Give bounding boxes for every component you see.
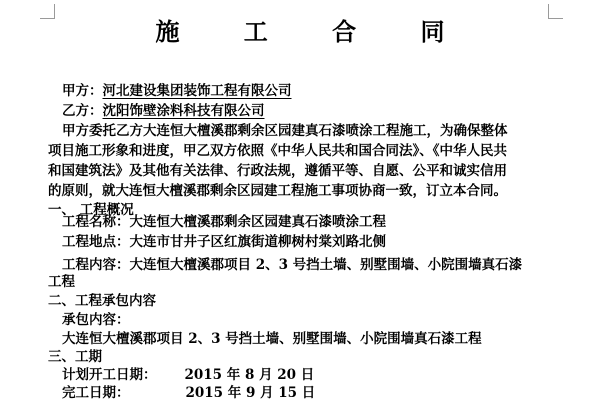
party-a-name: 河北建设集团装饰工程有限公司	[102, 83, 292, 99]
project-name-line	[62, 213, 386, 231]
contract-content-value: 大连恒大檀溪郡项目 2、3 号挡土墙、别墅围墙、小院围墙真石漆工程	[62, 331, 482, 347]
document-title: 施 工 合 同	[155, 17, 473, 46]
party-b-label: 乙方：	[62, 103, 103, 119]
party-b-line	[62, 102, 265, 120]
project-name-value: 大连恒大檀溪郡剩余区园建真石漆喷涂工程	[129, 214, 386, 230]
section-2-heading: 二、工程承包内容	[48, 293, 156, 309]
project-content-continuation: 工程	[48, 274, 75, 290]
start-date-value: 2015 年 8 月 20 日	[184, 367, 315, 383]
start-date-line	[62, 366, 314, 384]
contract-content-label: 承包内容：	[62, 312, 130, 328]
intro-line-2: 项目施工形象和进度，甲乙双方依照《中华人民共和国合同法》、《中华人民共	[48, 143, 507, 159]
end-date-label: 完工日期：	[62, 385, 130, 400]
party-a-label: 甲方：	[62, 83, 103, 99]
project-location-line	[62, 233, 386, 251]
intro-line-3: 和国建筑法》及其他有关法律、行政法规，遵循平等、自愿、公平和诚实信用	[48, 163, 507, 179]
section-3-heading: 三、工期	[48, 349, 102, 365]
intro-line-4: 的原则，就大连恒大檀溪郡剩余区园建工程施工事项协商一致，订立本合同。	[48, 183, 507, 199]
project-content-line	[62, 256, 522, 274]
intro-line-1: 甲方委托乙方大连恒大檀溪郡剩余区园建真石漆喷涂工程施工，为确保整体	[62, 123, 508, 139]
end-date-line	[62, 384, 315, 400]
section-1-heading: 一、 工程概况	[48, 202, 134, 218]
project-content-value: 大连恒大檀溪郡项目 2、3 号挡土墙、别墅围墙、小院围墙真石漆	[129, 257, 523, 273]
project-name-label: 工程名称：	[62, 214, 130, 230]
party-b-name: 沈阳饰壁涂料科技有限公司	[102, 103, 265, 119]
project-location-value: 大连市甘井子区红旗街道柳树村棠刘路北侧	[129, 234, 386, 250]
party-a-line	[62, 82, 292, 100]
end-date-value: 2015 年 9 月 15 日	[185, 385, 316, 400]
start-date-label: 计划开工日期：	[62, 367, 157, 383]
project-content-label: 工程内容：	[62, 257, 130, 273]
project-location-label: 工程地点：	[62, 234, 130, 250]
